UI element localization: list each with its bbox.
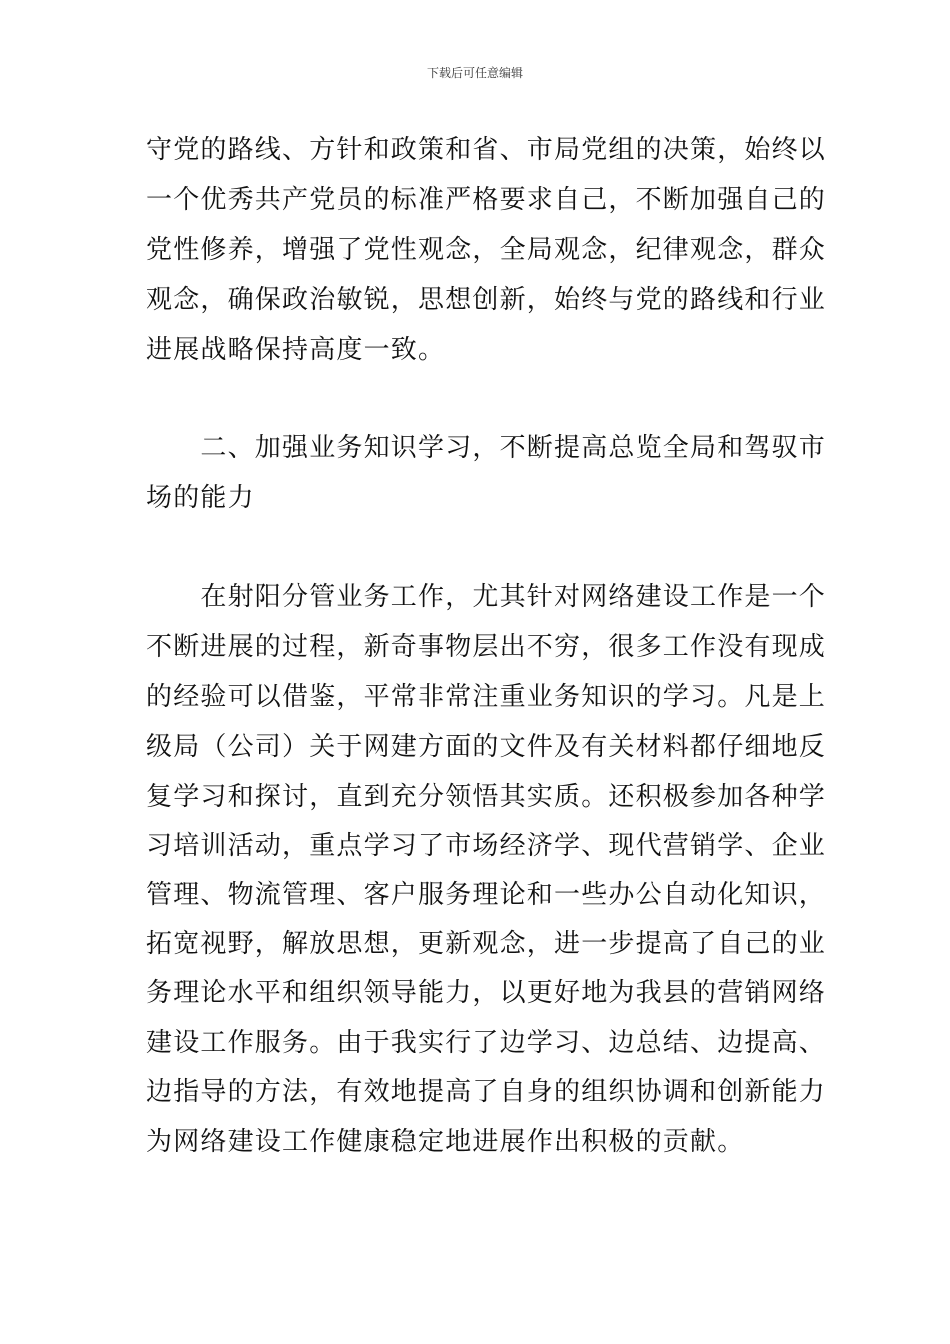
body-line: 复学习和探讨，直到充分领悟其实质。还积极参加各种学 — [146, 782, 827, 812]
body-line: 为网络建设工作健康稳定地进展作出积极的贡献。 — [146, 1127, 745, 1157]
body-line: 的经验可以借鉴，平常非常注重业务知识的学习。凡是上 — [146, 682, 827, 712]
body-line: 拓宽视野，解放思想，更新观念，进一步提高了自己的业 — [146, 929, 827, 959]
body-line: 建设工作服务。由于我实行了边学习、边总结、边提高、 — [146, 1028, 827, 1058]
body-line: 进展战略保持高度一致。 — [146, 335, 446, 365]
body-line: 务理论水平和组织领导能力，以更好地为我县的营销网络 — [146, 978, 827, 1008]
body-line: 不断进展的过程，新奇事物层出不穷，很多工作没有现成 — [146, 632, 827, 662]
body-line: 管理、物流管理、客户服务理论和一些办公自动化知识， — [146, 880, 827, 910]
body-line: 一个优秀共产党员的标准严格要求自己，不断加强自己的 — [146, 185, 827, 215]
section-heading-line: 二、加强业务知识学习，不断提高总览全局和驾驭市 — [146, 433, 827, 463]
body-line: 在射阳分管业务工作，尤其针对网络建设工作是一个 — [146, 582, 827, 612]
body-line: 党性修养，增强了党性观念，全局观念，纪律观念，群众 — [146, 235, 827, 265]
body-line: 级局（公司）关于网建方面的文件及有关材料都仔细地反 — [146, 732, 827, 762]
body-line: 守党的路线、方针和政策和省、市局党组的决策，始终以 — [146, 135, 827, 165]
section-heading-line: 场的能力 — [146, 483, 255, 513]
body-line: 边指导的方法，有效地提高了自身的组织协调和创新能力 — [146, 1077, 827, 1107]
body-line: 习培训活动，重点学习了市场经济学、现代营销学、企业 — [146, 831, 827, 861]
header-note: 下载后可任意编辑 — [426, 66, 523, 80]
body-line: 观念，确保政治敏锐，思想创新，始终与党的路线和行业 — [146, 285, 827, 315]
